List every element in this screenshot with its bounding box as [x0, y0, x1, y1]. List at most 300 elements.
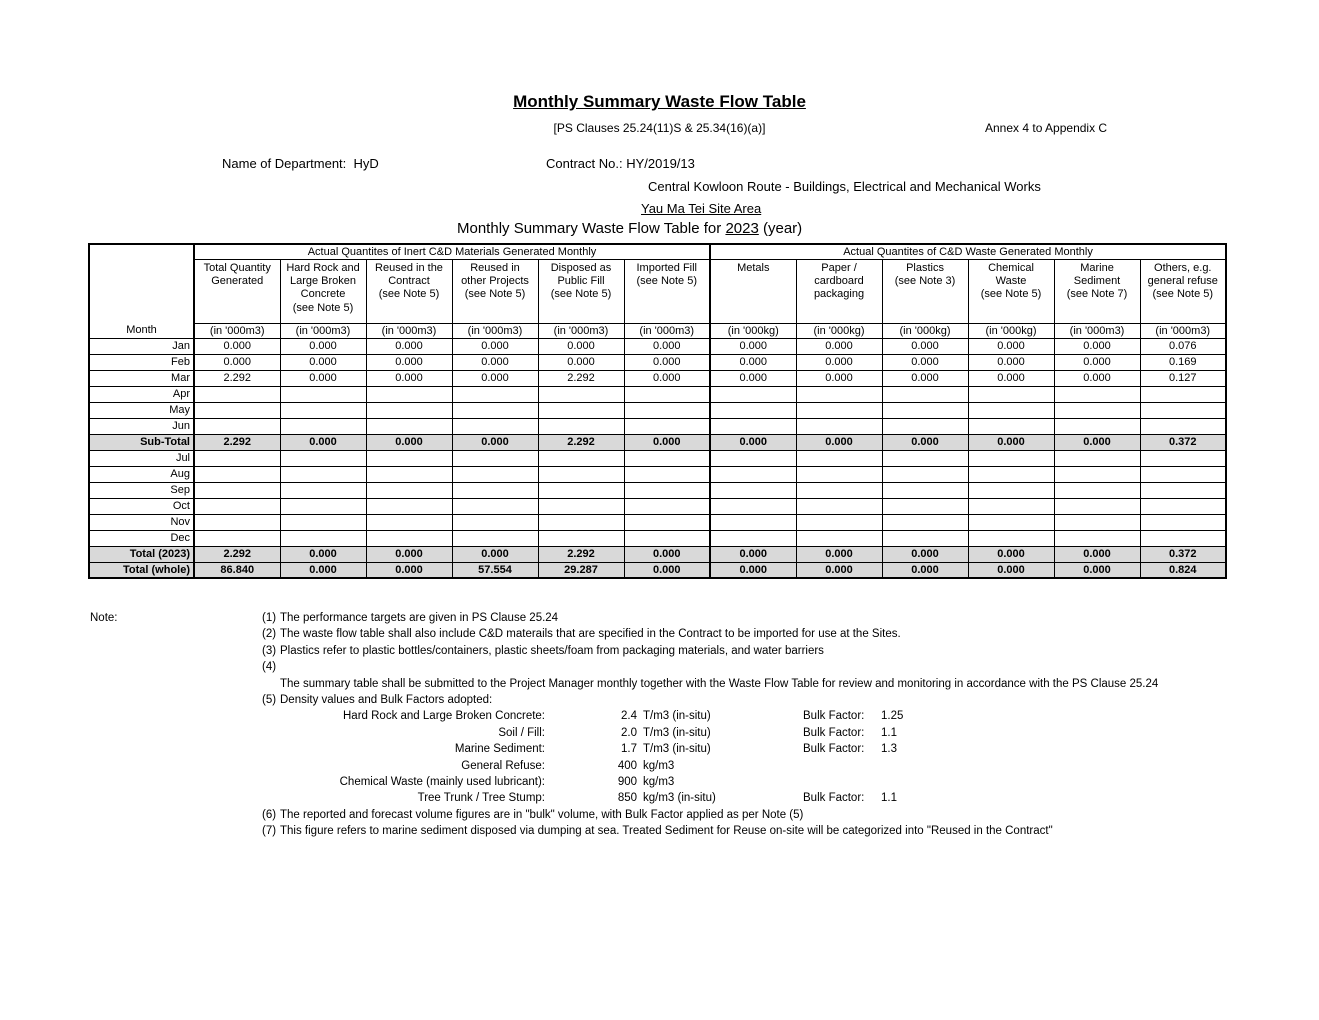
cell-value: 0.000	[796, 434, 882, 450]
column-header: Imported Fill (see Note 5)	[624, 259, 710, 323]
cell-value: 0.824	[1140, 562, 1226, 578]
note-item	[262, 809, 1192, 822]
cell-value	[538, 450, 624, 466]
column-header: Reused in the Contract (see Note 5)	[366, 259, 452, 323]
cell-value	[796, 498, 882, 514]
project-title: Central Kowloon Route - Buildings, Electrical and Mechanical Works	[648, 179, 1041, 194]
note-text: Plastics refer to plastic bottles/containers, plastic sheets/foam from packaging materials, and water barriers	[280, 644, 824, 657]
note-number: (6)	[262, 808, 277, 821]
cell-value	[882, 402, 968, 418]
cell-value: 0.000	[796, 370, 882, 386]
note-number: (3)	[262, 644, 277, 657]
density-qty: 2.4	[621, 710, 637, 723]
column-header: Marine Sediment (see Note 7)	[1054, 259, 1140, 323]
total-row	[89, 546, 1226, 562]
row-label: Feb	[89, 354, 194, 370]
cell-value: 0.000	[968, 562, 1054, 578]
table-row	[89, 418, 1226, 434]
bulk-factor-label: Bulk Factor:	[803, 726, 865, 739]
cell-value: 0.000	[624, 434, 710, 450]
note-item	[262, 678, 1192, 691]
note-number: (5)	[262, 693, 277, 706]
cell-value: 0.000	[796, 546, 882, 562]
cell-value	[538, 402, 624, 418]
department-line	[222, 156, 379, 171]
note-text: The summary table shall be submitted to the Project Manager monthly together with the Waste Flow Table for review and monitoring in accordance with the PS Clause 25.24	[280, 677, 1159, 690]
cell-value: 0.000	[280, 338, 366, 354]
note-item	[262, 661, 1192, 674]
row-label: May	[89, 402, 194, 418]
cell-value	[796, 402, 882, 418]
cell-value: 0.000	[452, 546, 538, 562]
cell-value	[366, 386, 452, 402]
cell-value	[1054, 530, 1140, 546]
density-unit: T/m3 (in-situ)	[643, 726, 711, 739]
cell-value	[1054, 498, 1140, 514]
table-header-row-names	[89, 259, 1226, 323]
row-label: Apr	[89, 386, 194, 402]
cell-value	[1140, 418, 1226, 434]
cell-value: 0.000	[1054, 354, 1140, 370]
cell-value: 0.000	[452, 370, 538, 386]
note-text: The waste flow table shall also include C&D materails that are specified in the Contract to be imported for use at the Sites.	[280, 628, 901, 641]
cell-value: 57.554	[452, 562, 538, 578]
density-name: Soil / Fill:	[498, 726, 545, 739]
cell-value: 0.000	[968, 338, 1054, 354]
bulk-factor-value	[881, 760, 941, 773]
cell-value	[366, 498, 452, 514]
row-label: Jun	[89, 418, 194, 434]
note-number: (1)	[262, 612, 277, 624]
cell-value	[882, 418, 968, 434]
density-name: Marine Sediment:	[454, 743, 545, 756]
column-header: Disposed as Public Fill (see Note 5)	[538, 259, 624, 323]
cell-value	[968, 386, 1054, 402]
cell-value	[194, 530, 280, 546]
cell-value	[452, 530, 538, 546]
cell-value	[538, 530, 624, 546]
cell-value: 0.372	[1140, 434, 1226, 450]
note-item	[262, 645, 1192, 658]
cell-value	[968, 450, 1054, 466]
cell-value: 0.000	[624, 546, 710, 562]
annex-label: Annex 4 to Appendix C	[985, 121, 1108, 135]
density-unit: kg/m3 (in-situ)	[643, 792, 716, 805]
cell-value: 0.000	[1054, 546, 1140, 562]
group-header: Actual Quantites of Inert C&D Materials Generated Monthly	[194, 244, 710, 259]
cell-value: 0.000	[366, 370, 452, 386]
density-row	[262, 710, 1192, 723]
cell-value	[538, 466, 624, 482]
total-row	[89, 434, 1226, 450]
note-text: The performance targets are given in PS Clause 25.24	[280, 612, 559, 624]
density-row	[262, 776, 1192, 789]
cell-value	[882, 498, 968, 514]
cell-value	[710, 530, 796, 546]
cell-value: 0.000	[624, 354, 710, 370]
bulk-factor-label: Bulk Factor:	[803, 743, 865, 756]
table-caption-suffix: (year)	[762, 220, 803, 237]
note-label: Note:	[90, 612, 118, 624]
density-qty: 900	[617, 775, 637, 788]
cell-value	[194, 402, 280, 418]
row-label: Mar	[89, 370, 194, 386]
cell-value: 0.000	[1054, 338, 1140, 354]
cell-value: 0.000	[796, 338, 882, 354]
department-value: HyD	[353, 156, 379, 171]
cell-value	[538, 482, 624, 498]
cell-value	[538, 498, 624, 514]
cell-value	[194, 450, 280, 466]
cell-value	[194, 482, 280, 498]
cell-value	[1140, 530, 1226, 546]
cell-value	[452, 514, 538, 530]
row-label: Dec	[89, 530, 194, 546]
cell-value	[710, 450, 796, 466]
cell-value	[882, 450, 968, 466]
cell-value: 0.000	[882, 354, 968, 370]
cell-value: 2.292	[194, 434, 280, 450]
page-title-text: Monthly Summary Waste Flow Table	[513, 92, 806, 111]
unit-header: (in '000m3)	[194, 323, 280, 338]
cell-value	[366, 530, 452, 546]
cell-value	[1054, 418, 1140, 434]
table-row	[89, 354, 1226, 370]
cell-value	[710, 466, 796, 482]
cell-value	[194, 466, 280, 482]
table-caption	[457, 220, 802, 237]
cell-value: 0.000	[710, 370, 796, 386]
cell-value	[796, 418, 882, 434]
cell-value	[624, 482, 710, 498]
cell-value	[1140, 466, 1226, 482]
cell-value: 0.000	[624, 562, 710, 578]
cell-value: 2.292	[538, 370, 624, 386]
cell-value	[280, 514, 366, 530]
cell-value	[710, 386, 796, 402]
table-row	[89, 402, 1226, 418]
density-unit: kg/m3	[643, 775, 675, 788]
cell-value	[624, 514, 710, 530]
table-row	[89, 466, 1226, 482]
note-number: (7)	[262, 825, 277, 838]
cell-value: 0.000	[710, 546, 796, 562]
cell-value: 0.076	[1140, 338, 1226, 354]
cell-value	[710, 418, 796, 434]
density-name: General Refuse:	[461, 759, 545, 772]
cell-value	[882, 466, 968, 482]
cell-value: 0.000	[280, 370, 366, 386]
cell-value	[710, 402, 796, 418]
cell-value	[538, 386, 624, 402]
cell-value	[1054, 450, 1140, 466]
note-number: (4)	[262, 661, 277, 674]
column-header: Total Quantity Generated	[194, 259, 280, 323]
cell-value: 0.000	[624, 370, 710, 386]
cell-value	[280, 482, 366, 498]
row-label: Total (whole)	[89, 562, 194, 578]
cell-value: 0.000	[194, 354, 280, 370]
bulk-factor-value: 1.1	[881, 792, 897, 805]
column-header: Others, e.g. general refuse (see Note 5)	[1140, 259, 1226, 323]
cell-value: 0.000	[194, 338, 280, 354]
table-row	[89, 370, 1226, 386]
cell-value	[194, 386, 280, 402]
density-qty: 850	[617, 792, 637, 805]
cell-value: 0.000	[882, 434, 968, 450]
cell-value	[796, 466, 882, 482]
cell-value	[624, 386, 710, 402]
cell-value: 0.000	[366, 562, 452, 578]
cell-value: 0.000	[280, 434, 366, 450]
cell-value	[968, 530, 1054, 546]
table-row	[89, 450, 1226, 466]
cell-value	[452, 498, 538, 514]
cell-value	[624, 402, 710, 418]
cell-value	[968, 482, 1054, 498]
cell-value	[452, 466, 538, 482]
cell-value	[796, 386, 882, 402]
row-label: Aug	[89, 466, 194, 482]
table-header-row-units	[89, 323, 1226, 338]
density-name: Tree Trunk / Tree Stump:	[417, 792, 545, 805]
density-row	[262, 727, 1192, 740]
page-title	[0, 92, 1319, 112]
density-name: Chemical Waste (mainly used lubricant):	[339, 775, 545, 788]
contract-line	[546, 156, 695, 171]
table-row	[89, 514, 1226, 530]
cell-value: 0.000	[366, 338, 452, 354]
column-header: Hard Rock and Large Broken Concrete (see Note 5)	[280, 259, 366, 323]
cell-value	[882, 530, 968, 546]
bulk-factor-value	[881, 776, 941, 789]
table-row	[89, 530, 1226, 546]
row-label: Sep	[89, 482, 194, 498]
column-header: Reused in other Projects (see Note 5)	[452, 259, 538, 323]
cell-value: 29.287	[538, 562, 624, 578]
cell-value: 0.000	[968, 370, 1054, 386]
bulk-factor-label	[803, 760, 875, 773]
unit-header: (in '000m3)	[280, 323, 366, 338]
cell-value: 0.000	[968, 546, 1054, 562]
note-text	[280, 661, 1192, 674]
cell-value	[796, 482, 882, 498]
cell-value	[1054, 514, 1140, 530]
contract-value: HY/2019/13	[626, 156, 695, 171]
site-area-text: Yau Ma Tei Site Area	[641, 201, 762, 216]
cell-value	[452, 450, 538, 466]
note-text: Density values and Bulk Factors adopted:	[280, 693, 493, 706]
density-name: Hard Rock and Large Broken Concrete:	[343, 710, 545, 723]
cell-value	[624, 450, 710, 466]
cell-value	[194, 418, 280, 434]
cell-value: 0.000	[452, 354, 538, 370]
cell-value: 0.000	[1054, 370, 1140, 386]
density-row	[262, 743, 1192, 756]
bulk-factor-value: 1.25	[881, 710, 904, 723]
table-row	[89, 498, 1226, 514]
cell-value	[1140, 450, 1226, 466]
cell-value	[796, 530, 882, 546]
cell-value: 0.000	[710, 562, 796, 578]
cell-value	[366, 450, 452, 466]
cell-value: 0.000	[710, 338, 796, 354]
cell-value: 2.292	[194, 370, 280, 386]
density-qty: 400	[617, 759, 637, 772]
row-label: Nov	[89, 514, 194, 530]
cell-value	[280, 402, 366, 418]
cell-value: 2.292	[194, 546, 280, 562]
cell-value	[194, 498, 280, 514]
cell-value: 0.000	[710, 354, 796, 370]
cell-value	[452, 418, 538, 434]
cell-value	[796, 450, 882, 466]
cell-value: 0.000	[538, 354, 624, 370]
cell-value	[1140, 402, 1226, 418]
note-number	[262, 678, 280, 691]
cell-value	[1054, 386, 1140, 402]
ps-clauses-subtitle: [PS Clauses 25.24(11)S & 25.34(16)(a)]	[553, 121, 766, 135]
column-header: Paper / cardboard packaging	[796, 259, 882, 323]
unit-header: (in '000kg)	[968, 323, 1054, 338]
density-row	[262, 760, 1192, 773]
cell-value	[366, 466, 452, 482]
cell-value	[968, 498, 1054, 514]
bulk-factor-value: 1.1	[881, 726, 897, 739]
cell-value	[624, 530, 710, 546]
table-row	[89, 386, 1226, 402]
note-item	[262, 694, 1192, 707]
table-row	[89, 482, 1226, 498]
cell-value	[968, 418, 1054, 434]
cell-value	[452, 386, 538, 402]
cell-value: 0.000	[882, 338, 968, 354]
cell-value	[1054, 466, 1140, 482]
cell-value	[538, 514, 624, 530]
cell-value: 0.000	[710, 434, 796, 450]
row-label: Sub-Total	[89, 434, 194, 450]
unit-header: (in '000m3)	[366, 323, 452, 338]
table-row	[89, 338, 1226, 354]
unit-header: (in '000m3)	[1140, 323, 1226, 338]
cell-value: 0.372	[1140, 546, 1226, 562]
group-header: Actual Quantites of C&D Waste Generated Monthly	[710, 244, 1226, 259]
cell-value: 0.169	[1140, 354, 1226, 370]
site-area	[641, 201, 761, 216]
cell-value	[1054, 482, 1140, 498]
cell-value: 0.000	[366, 354, 452, 370]
note-number: (2)	[262, 628, 277, 641]
unit-header: (in '000kg)	[710, 323, 796, 338]
cell-value	[452, 482, 538, 498]
cell-value: 0.000	[452, 338, 538, 354]
row-label: Total (2023)	[89, 546, 194, 562]
row-label: Oct	[89, 498, 194, 514]
bulk-factor-label	[803, 776, 875, 789]
unit-header: (in '000kg)	[882, 323, 968, 338]
cell-value	[1140, 514, 1226, 530]
cell-value	[624, 498, 710, 514]
column-header: Chemical Waste (see Note 5)	[968, 259, 1054, 323]
bulk-factor-label: Bulk Factor:	[803, 792, 865, 805]
cell-value: 0.000	[280, 562, 366, 578]
cell-value	[882, 514, 968, 530]
cell-value	[452, 402, 538, 418]
cell-value	[1054, 402, 1140, 418]
table-caption-prefix: Monthly Summary Waste Flow Table for	[457, 220, 722, 237]
cell-value: 0.000	[882, 562, 968, 578]
total-row	[89, 562, 1226, 578]
cell-value	[1140, 498, 1226, 514]
cell-value: 0.000	[538, 338, 624, 354]
cell-value: 0.000	[968, 434, 1054, 450]
cell-value: 2.292	[538, 546, 624, 562]
note-text: This figure refers to marine sediment disposed via dumping at sea. Treated Sediment for Reuse on-site will be categorized into "Reused in the Contract"	[280, 825, 1053, 838]
note-text: The reported and forecast volume figures are in "bulk" volume, with Bulk Factor applied as per Note (5)	[280, 808, 804, 821]
cell-value: 0.127	[1140, 370, 1226, 386]
density-unit: kg/m3	[643, 759, 675, 772]
cell-value	[882, 482, 968, 498]
cell-value	[194, 514, 280, 530]
cell-value	[1140, 482, 1226, 498]
cell-value: 0.000	[280, 354, 366, 370]
cell-value	[366, 482, 452, 498]
column-header: Plastics (see Note 3)	[882, 259, 968, 323]
cell-value	[280, 386, 366, 402]
cell-value	[710, 498, 796, 514]
cell-value: 0.000	[452, 434, 538, 450]
waste-flow-table	[88, 243, 1227, 579]
cell-value: 0.000	[624, 338, 710, 354]
cell-value	[280, 418, 366, 434]
cell-value: 0.000	[882, 370, 968, 386]
cell-value: 0.000	[366, 546, 452, 562]
cell-value: 86.840	[194, 562, 280, 578]
cell-value	[624, 466, 710, 482]
cell-value: 2.292	[538, 434, 624, 450]
cell-value	[366, 514, 452, 530]
unit-header: (in '000kg)	[796, 323, 882, 338]
row-label: Jul	[89, 450, 194, 466]
cell-value: 0.000	[1054, 562, 1140, 578]
unit-header: (in '000m3)	[452, 323, 538, 338]
cell-value	[968, 514, 1054, 530]
cell-value	[710, 514, 796, 530]
column-header: Metals	[710, 259, 796, 323]
table-header-row-groups	[89, 244, 1226, 259]
cell-value: 0.000	[366, 434, 452, 450]
notes-section	[262, 612, 1192, 841]
cell-value	[796, 514, 882, 530]
cell-value: 0.000	[882, 546, 968, 562]
cell-value	[968, 466, 1054, 482]
note-item	[262, 628, 1192, 641]
cell-value	[968, 402, 1054, 418]
cell-value: 0.000	[796, 562, 882, 578]
cell-value: 0.000	[968, 354, 1054, 370]
note-item	[262, 825, 1192, 838]
density-row	[262, 792, 1192, 805]
cell-value	[710, 482, 796, 498]
table-caption-year: 2023	[725, 220, 759, 237]
unit-header: (in '000m3)	[538, 323, 624, 338]
cell-value	[366, 418, 452, 434]
cell-value: 0.000	[1054, 434, 1140, 450]
density-qty: 1.7	[621, 743, 637, 756]
unit-header: (in '000m3)	[1054, 323, 1140, 338]
cell-value	[280, 450, 366, 466]
cell-value	[538, 418, 624, 434]
